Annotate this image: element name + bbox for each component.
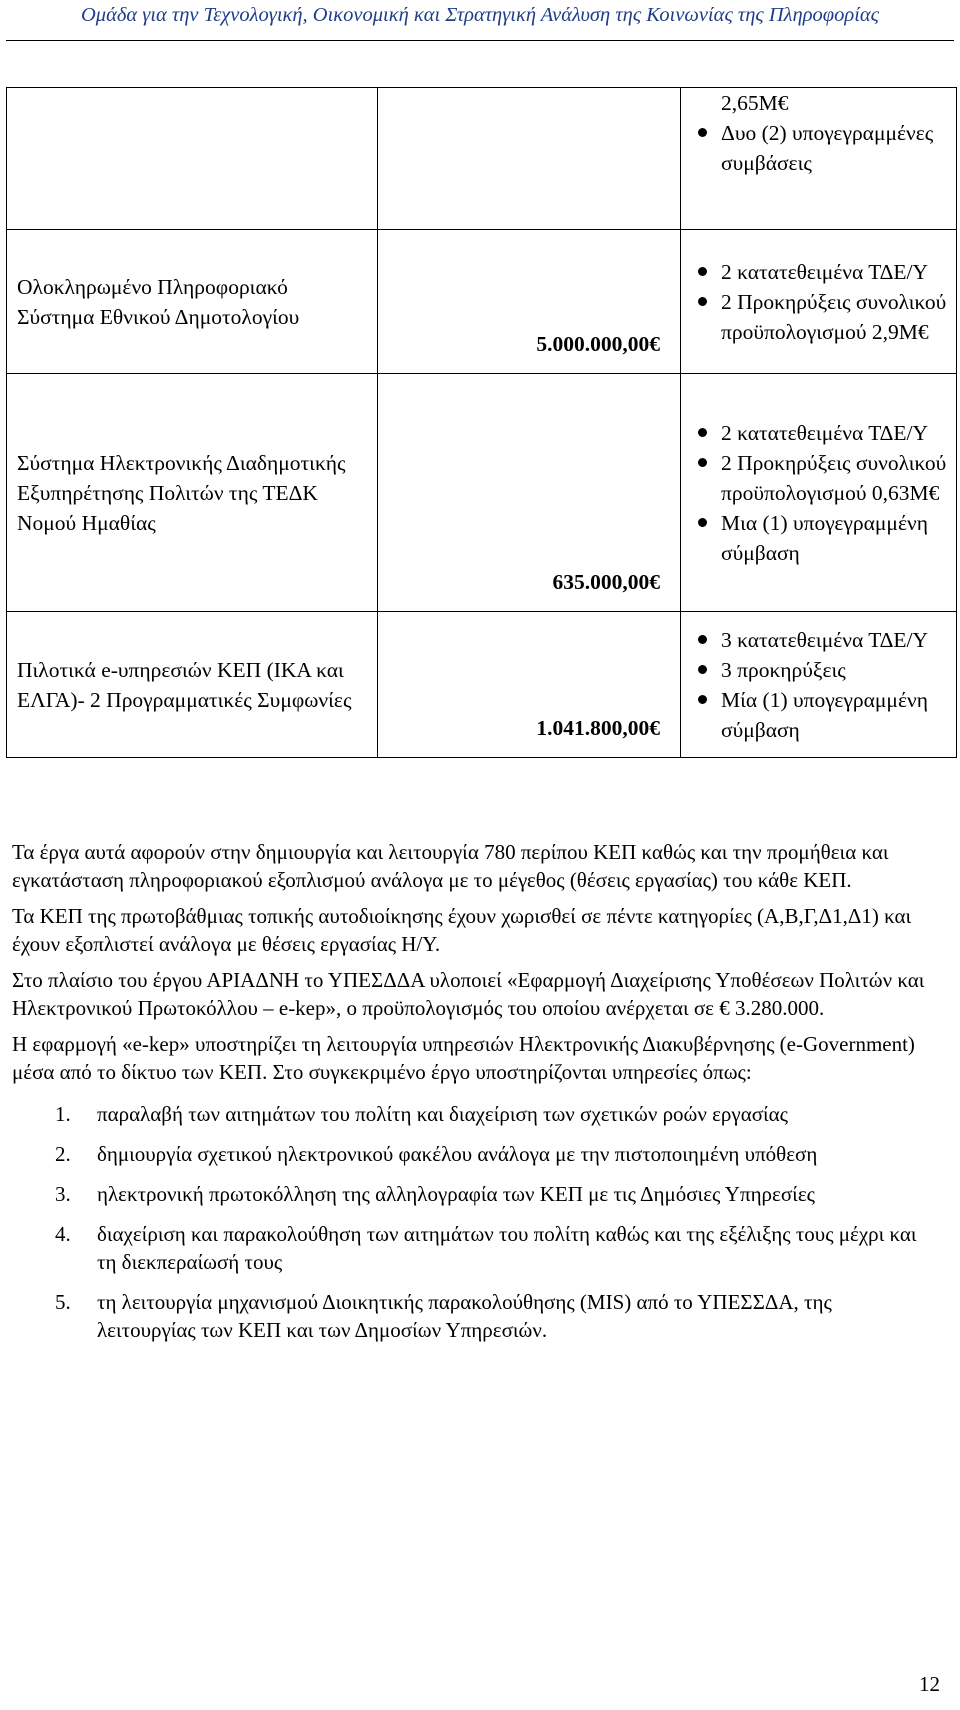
project-name: Πιλοτικά e-υπηρεσιών ΚΕΠ (ΙΚΑ και ΕΛΓΑ)- 2 Προγραμματικές Συμφωνίες [17, 657, 352, 712]
status-item: 3 κατατεθειμένα ΤΔΕ/Υ [689, 625, 948, 655]
status-item: Μία (1) υπογεγραμμένη σύμβαση [689, 685, 948, 745]
list-item-number: 5. [55, 1290, 71, 1314]
budget-cell [378, 374, 681, 612]
status-list [689, 418, 948, 568]
page-number: 12 [919, 1672, 940, 1696]
project-name-cell [7, 88, 378, 230]
project-name: Σύστημα Ηλεκτρονικής Διαδημοτικής Εξυπηρέτησης Πολιτών της ΤΕΔΚ Νομού Ημαθίας [17, 450, 346, 535]
status-item: 2 κατατεθειμένα ΤΔΕ/Υ [689, 418, 948, 448]
table-row [7, 612, 957, 758]
table-row [7, 88, 957, 230]
status-item: 2 κατατεθειμένα ΤΔΕ/Υ [689, 257, 948, 287]
table-row [7, 230, 957, 374]
list-item-text: δημιουργία σχετικού ηλεκτρονικού φακέλου ανάλογα με την πιστοποιημένη υπόθεση [97, 1142, 818, 1166]
body-paragraph: Τα ΚΕΠ της πρωτοβάθμιας τοπικής αυτοδιοίκησης έχουν χωρισθεί σε πέντε κατηγορίες (Α,Β,Γ,Δ1,Δ1) και έχουν εξοπλιστεί ανάλογα με θέσεις εργασίας Η/Υ. [12, 904, 912, 956]
header-rule [6, 40, 954, 41]
list-item-text: διαχείριση και παρακολούθηση των αιτημάτων του πολίτη καθώς και της εξέλιξης τους μέχρι και τη διεκπεραίωσή τους [97, 1222, 917, 1274]
budget-cell [378, 88, 681, 230]
status-list [689, 88, 948, 178]
budget-cell [378, 612, 681, 758]
page-header: Ομάδα για την Τεχνολογική, Οικονομική και Στρατηγική Ανάλυση της Κοινωνίας της Πληροφορίας [81, 4, 879, 26]
status-list [689, 257, 948, 347]
body-paragraph: Τα έργα αυτά αφορούν στην δημιουργία και λειτουργία 780 περίπου ΚΕΠ καθώς και την προμήθεια και εγκατάσταση πληροφοριακού εξοπλισμού ανάλογα με το μέγεθος (θέσεις εργασίας) του κάθε ΚΕΠ. [12, 840, 889, 892]
list-item-text: τη λειτουργία μηχανισμού Διοικητικής παρακολούθησης (MIS) από το ΥΠΕΣΣΔΑ, της λειτουργίας των ΚΕΠ και των Δημοσίων Υπηρεσιών. [97, 1290, 832, 1342]
projects-table [6, 87, 957, 758]
project-name-cell [7, 612, 378, 758]
list-item-number: 3. [55, 1182, 71, 1206]
status-item: Δυο (2) υπογεγραμμένες συμβάσεις [689, 118, 948, 178]
list-item [12, 1100, 927, 1128]
list-item-text: ηλεκτρονική πρωτοκόλληση της αλληλογραφία των ΚΕΠ με τις Δημόσιες Υπηρεσίες [97, 1182, 815, 1206]
list-item [12, 1288, 927, 1344]
list-item [12, 1220, 927, 1276]
body-paragraph: Η εφαρμογή «e-kep» υποστηρίζει τη λειτουργία υπηρεσιών Ηλεκτρονικής Διακυβέρνησης (e-Government) μέσα από το δίκτυο των ΚΕΠ. Στο συγκεκριμένο έργο υποστηρίζονται υπηρεσίες όπως: [12, 1032, 915, 1084]
list-item-number: 2. [55, 1142, 71, 1166]
status-list [689, 625, 948, 745]
services-list [12, 1100, 927, 1344]
list-item-number: 4. [55, 1222, 71, 1246]
status-cell [681, 374, 957, 612]
project-name-cell [7, 374, 378, 612]
status-item: 2,65Μ€ [721, 91, 789, 115]
budget-amount: 5.000.000,00€ [536, 332, 660, 356]
list-item [12, 1140, 927, 1168]
list-item-text: παραλαβή των αιτημάτων του πολίτη και διαχείριση των σχετικών ροών εργασίας [97, 1102, 788, 1126]
status-item: 3 προκηρύξεις [689, 655, 948, 685]
status-cell [681, 230, 957, 374]
budget-amount: 1.041.800,00€ [536, 716, 660, 740]
budget-amount [378, 215, 660, 229]
budget-cell [378, 230, 681, 374]
body-paragraph: Στο πλαίσιο του έργου ΑΡΙΑΔΝΗ το ΥΠΕΣΔΔΑ υλοποιεί «Εφαρμογή Διαχείρισης Υποθέσεων Πολιτών και Ηλεκτρονικού Πρωτοκόλλου – e-kep», ο προϋπολογισμός του οποίου ανέρχεται σε € 3.280.000. [12, 968, 925, 1020]
status-item: Μια (1) υπογεγραμμένη σύμβαση [689, 508, 948, 568]
status-item: 2 Προκηρύξεις συνολικού προϋπολογισμού 2,9Μ€ [689, 287, 948, 347]
body-text [12, 838, 927, 1356]
project-name: Ολοκληρωμένο Πληροφοριακό Σύστημα Εθνικού Δημοτολογίου [17, 274, 300, 329]
status-cell [681, 88, 957, 230]
list-item [12, 1180, 927, 1208]
status-cell [681, 612, 957, 758]
budget-amount: 635.000,00€ [552, 570, 660, 594]
status-item: 2 Προκηρύξεις συνολικού προϋπολογισμού 0,63Μ€ [689, 448, 948, 508]
table-row [7, 374, 957, 612]
project-name-cell [7, 230, 378, 374]
list-item-number: 1. [55, 1102, 71, 1126]
